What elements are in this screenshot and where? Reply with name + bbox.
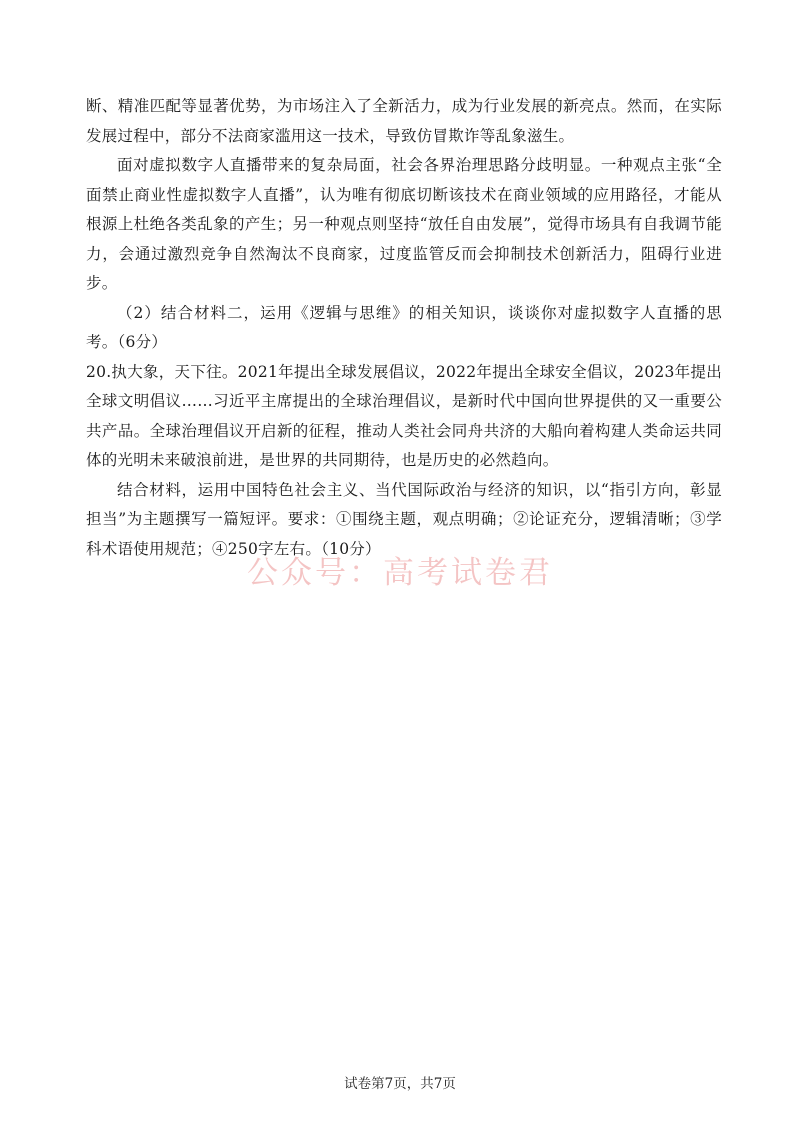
question-19-part-2: （2）结合材料二，运用《逻辑与思维》的相关知识，谈谈你对虚拟数字人直播的思考。（6分） (86, 303, 722, 351)
material-paragraph-2: 面对虚拟数字人直播带来的复杂局面，社会各界治理思路分歧明显。一种观点主张“全面禁止商业性虚拟数字人直播”，认为唯有彻底切断该技术在商业领域的应用路径，才能从根源上杜绝各类乱象的产生；另一种观点则坚持“放任自由发展”，觉得市场具有自我调节能力，会通过激烈竞争自然淘汰不良商家，过度监管反而会抑制技术创新活力，阻碍行业进步。 (86, 156, 722, 292)
watermark-text: 公众号：高考试卷君 (247, 555, 553, 591)
question-20-stem: 20.执大象，天下往。2021年提出全球发展倡议，2022年提出全球安全倡议，2023年提出全球文明倡议……习近平主席提出的全球治理倡议，是新时代中国向世界提供的又一重要公共产品。全球治理倡议开启新的征程，推动人类社会同舟共济的大船向着构建人类命运共同体的光明未来破浪前进，是世界的共同期待，也是历史的必然趋向。 (86, 362, 722, 469)
material-paragraph-1: 断、精准匹配等显著优势，为市场注入了全新活力，成为行业发展的新亮点。然而，在实际发展过程中，部分不法商家滥用这一技术，导致仿冒欺诈等乱象滋生。 (86, 97, 722, 145)
document-body (86, 92, 722, 564)
question-20-task: 结合材料，运用中国特色社会主义、当代国际政治与经济的知识，以“指引方向，彰显担当”为主题撰写一篇短评。要求：①围绕主题，观点明确；②论证充分，逻辑清晰；③学科术语使用规范；④250字左右。（10分） (86, 480, 722, 558)
page-footer: 试卷第7页，共7页 (344, 1076, 456, 1092)
